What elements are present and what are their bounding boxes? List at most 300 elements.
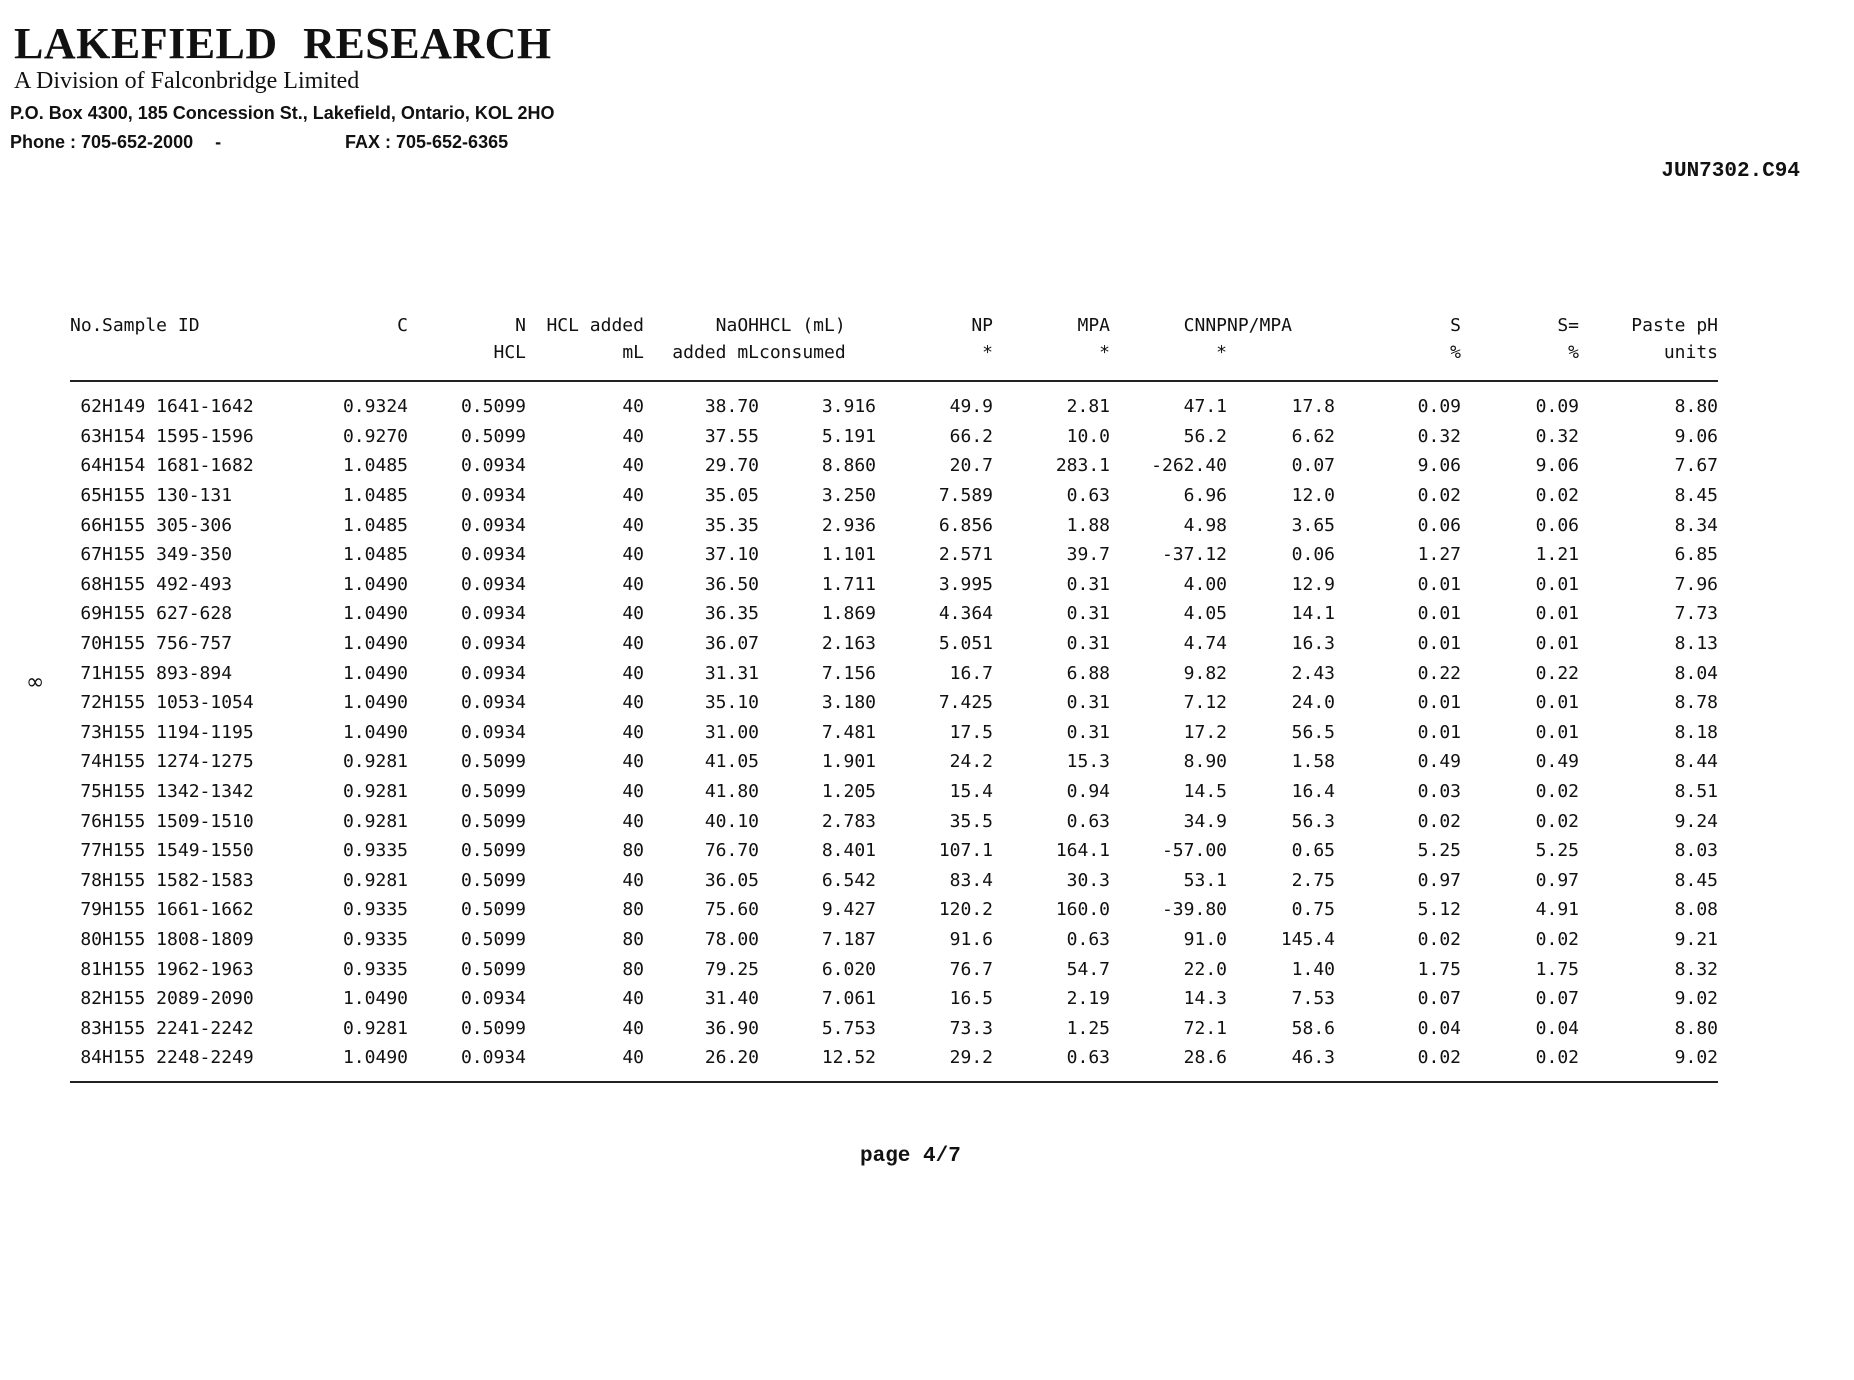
column-subheader: % xyxy=(1461,340,1579,381)
table-cell: 8.78 xyxy=(1674,692,1718,714)
table-cell: 0.01 xyxy=(1417,603,1461,625)
table-cell: 1.0490 xyxy=(342,662,408,684)
table-cell: 0.0934 xyxy=(460,662,526,684)
table-row xyxy=(70,422,1718,452)
table-cell: 0.32 xyxy=(1535,425,1579,447)
table-cell: 12.9 xyxy=(1291,573,1335,595)
company-fax: FAX : 705-652-6365 xyxy=(345,132,509,152)
table-cell: 41.80 xyxy=(704,781,759,803)
document-id: JUN7302.C94 xyxy=(1661,160,1800,183)
table-cell: 91.0 xyxy=(1183,928,1227,950)
table-cell: 70 xyxy=(80,633,102,655)
table-cell: 0.0934 xyxy=(460,544,526,566)
table-cell: 1.0490 xyxy=(342,988,408,1010)
table-cell: 80 xyxy=(622,840,644,862)
table-row xyxy=(70,1043,1718,1082)
table-row xyxy=(70,1013,1718,1043)
table-cell: 62 xyxy=(80,396,102,418)
table-cell: 24.2 xyxy=(949,751,993,773)
table-cell: H155 1661-1662 xyxy=(102,899,254,921)
table-cell: 2.81 xyxy=(1066,396,1110,418)
table-cell: 0.07 xyxy=(1291,455,1335,477)
table-cell: 6.62 xyxy=(1291,425,1335,447)
table-cell: 17.5 xyxy=(949,721,993,743)
table-cell: 47.1 xyxy=(1183,396,1227,418)
table-cell: 0.9335 xyxy=(342,958,408,980)
table-cell: 2.75 xyxy=(1291,869,1335,891)
phone-number: Phone : 705-652-2000 xyxy=(10,132,194,152)
page-number: page 4/7 xyxy=(860,1145,961,1168)
table-cell: 8.13 xyxy=(1674,633,1718,655)
table-cell: 1.0485 xyxy=(342,544,408,566)
margin-mark: ∞ xyxy=(26,670,45,695)
table-cell: 0.31 xyxy=(1066,692,1110,714)
table-cell: 9.06 xyxy=(1417,455,1461,477)
table-cell: 40 xyxy=(526,1043,644,1082)
table-cell: 6.85 xyxy=(1674,544,1718,566)
table-cell: 76.7 xyxy=(949,958,993,980)
table-cell: 66 xyxy=(80,514,102,536)
results-table xyxy=(70,310,1718,1083)
table-cell: 7.187 xyxy=(821,928,876,950)
table-cell: 0.63 xyxy=(1066,810,1110,832)
column-header: S xyxy=(1450,314,1461,336)
table-cell: 1.0490 xyxy=(342,692,408,714)
table-cell: 36.35 xyxy=(704,603,759,625)
table-row xyxy=(70,836,1718,866)
table-cell: 0.31 xyxy=(1066,603,1110,625)
table-cell: 40.10 xyxy=(704,810,759,832)
table-cell: 8.32 xyxy=(1674,958,1718,980)
table-cell: 0.01 xyxy=(1417,721,1461,743)
table-cell: 34.9 xyxy=(1183,810,1227,832)
table-cell: 83.4 xyxy=(949,869,993,891)
table-cell: 2.43 xyxy=(1291,662,1335,684)
table-cell: 16.4 xyxy=(1291,781,1335,803)
table-cell: 4.00 xyxy=(1183,573,1227,595)
table-cell: 6.856 xyxy=(938,514,993,536)
table-cell: 10.0 xyxy=(1066,425,1110,447)
table-cell: 40 xyxy=(622,455,644,477)
table-cell: 64 xyxy=(80,455,102,477)
table-cell: H149 1641-1642 xyxy=(102,396,254,418)
column-subheader: added mL xyxy=(644,340,759,381)
table-cell: 15.3 xyxy=(1066,751,1110,773)
table-row xyxy=(70,629,1718,659)
table-cell: 12.0 xyxy=(1291,485,1335,507)
table-cell: 0.01 xyxy=(1417,692,1461,714)
table-cell: 31.40 xyxy=(704,988,759,1010)
table-cell: 0.0934 xyxy=(460,603,526,625)
table-cell: 1.25 xyxy=(1066,1017,1110,1039)
column-subheader: % xyxy=(1335,340,1461,381)
table-cell: 40 xyxy=(622,781,644,803)
column-header: C xyxy=(397,314,408,336)
column-header: No. xyxy=(70,314,103,336)
table-cell: -39.80 xyxy=(1161,899,1227,921)
table-cell: H154 1681-1682 xyxy=(102,455,254,477)
table-row xyxy=(70,570,1718,600)
table-cell: 8.34 xyxy=(1674,514,1718,536)
table-cell: 75.60 xyxy=(704,899,759,921)
table-cell: 9.02 xyxy=(1674,988,1718,1010)
table-cell: 8.80 xyxy=(1674,396,1718,418)
table-cell: 3.916 xyxy=(821,396,876,418)
table-cell: 12.52 xyxy=(759,1043,876,1082)
table-row xyxy=(70,777,1718,807)
table-cell: 2.163 xyxy=(821,633,876,655)
table-cell: 3.65 xyxy=(1291,514,1335,536)
table-cell: 1.0490 xyxy=(342,603,408,625)
table-cell: 0.22 xyxy=(1535,662,1579,684)
table-cell: 0.5099 xyxy=(460,899,526,921)
table-cell: H155 1194-1195 xyxy=(102,721,254,743)
table-cell: 8.80 xyxy=(1674,1017,1718,1039)
table-cell: 0.9335 xyxy=(342,840,408,862)
table-cell: 7.589 xyxy=(938,485,993,507)
table-row xyxy=(70,806,1718,836)
table-cell: 36.05 xyxy=(704,869,759,891)
table-cell: 5.12 xyxy=(1417,899,1461,921)
table-cell: 0.5099 xyxy=(460,751,526,773)
table-cell: 0.02 xyxy=(1461,1043,1579,1082)
table-cell: 71 xyxy=(80,662,102,684)
table-cell: 17.8 xyxy=(1291,396,1335,418)
table-cell: H155 756-757 xyxy=(102,633,233,655)
table-cell: 39.7 xyxy=(1066,544,1110,566)
table-cell: 0.63 xyxy=(1066,485,1110,507)
table-cell: H155 1342-1342 xyxy=(102,781,254,803)
table-cell: 41.05 xyxy=(704,751,759,773)
table-cell: H155 1053-1054 xyxy=(102,692,254,714)
column-subheader xyxy=(102,340,312,381)
table-cell: 1.40 xyxy=(1291,958,1335,980)
table-cell: 65 xyxy=(80,485,102,507)
table-cell: 63 xyxy=(80,425,102,447)
table-cell: 14.5 xyxy=(1183,781,1227,803)
table-cell: 5.051 xyxy=(938,633,993,655)
table-cell: 0.07 xyxy=(1417,988,1461,1010)
table-row xyxy=(70,510,1718,540)
contact-separator: - xyxy=(215,132,222,152)
table-cell: 8.03 xyxy=(1674,840,1718,862)
table-cell: H155 305-306 xyxy=(102,514,233,536)
table-cell: 0.02 xyxy=(1535,781,1579,803)
table-cell: 7.481 xyxy=(821,721,876,743)
table-cell: 8.860 xyxy=(821,455,876,477)
column-header: HCL (mL) xyxy=(759,314,846,336)
table-cell: H155 2248-2249 xyxy=(102,1043,312,1082)
table-cell: 36.50 xyxy=(704,573,759,595)
column-header: MPA xyxy=(1077,314,1110,336)
table-cell: 0.5099 xyxy=(460,396,526,418)
table-cell: -262.40 xyxy=(1151,455,1227,477)
table-cell: 40 xyxy=(622,988,644,1010)
column-header: HCL added xyxy=(546,314,644,336)
table-cell: 0.97 xyxy=(1535,869,1579,891)
table-cell: 81 xyxy=(80,958,102,980)
table-cell: 40 xyxy=(622,573,644,595)
column-subheader: mL xyxy=(526,340,644,381)
table-cell: 9.21 xyxy=(1674,928,1718,950)
table-cell: 0.5099 xyxy=(460,928,526,950)
table-cell: 8.18 xyxy=(1674,721,1718,743)
table-cell: 7.53 xyxy=(1291,988,1335,1010)
table-cell: -57.00 xyxy=(1161,840,1227,862)
table-row xyxy=(70,540,1718,570)
table-cell: 78.00 xyxy=(704,928,759,950)
table-cell: 38.70 xyxy=(704,396,759,418)
table-cell: 4.364 xyxy=(938,603,993,625)
table-cell: 0.09 xyxy=(1535,396,1579,418)
table-cell: 0.94 xyxy=(1066,781,1110,803)
table-cell: 6.020 xyxy=(821,958,876,980)
table-cell: 1.901 xyxy=(821,751,876,773)
table-cell: 1.0490 xyxy=(342,633,408,655)
table-cell: 29.70 xyxy=(704,455,759,477)
table-cell: 46.3 xyxy=(1227,1043,1335,1082)
table-cell: 20.7 xyxy=(949,455,993,477)
table-cell: 1.21 xyxy=(1535,544,1579,566)
table-cell: 16.3 xyxy=(1291,633,1335,655)
table-cell: 75 xyxy=(80,781,102,803)
table-cell: 56.5 xyxy=(1291,721,1335,743)
table-cell: 1.101 xyxy=(821,544,876,566)
table-cell: 4.91 xyxy=(1535,899,1579,921)
column-header: Paste pH xyxy=(1631,314,1718,336)
table-cell: 0.02 xyxy=(1417,810,1461,832)
table-cell: 40 xyxy=(622,869,644,891)
table-cell: 79.25 xyxy=(704,958,759,980)
table-cell: 0.02 xyxy=(1417,485,1461,507)
table-cell: 8.44 xyxy=(1674,751,1718,773)
table-cell: H155 1962-1963 xyxy=(102,958,254,980)
table-cell: 0.5099 xyxy=(460,810,526,832)
table-cell: 0.06 xyxy=(1535,514,1579,536)
table-cell: 0.0934 xyxy=(460,721,526,743)
table-cell: 8.90 xyxy=(1183,751,1227,773)
table-cell: H155 130-131 xyxy=(102,485,233,507)
table-cell: 56.3 xyxy=(1291,810,1335,832)
table-cell: 0.49 xyxy=(1417,751,1461,773)
table-cell: 24.0 xyxy=(1291,692,1335,714)
table-cell: 40 xyxy=(622,425,644,447)
table-cell: 36.90 xyxy=(704,1017,759,1039)
company-name: LAKEFIELD RESEARCH xyxy=(14,19,552,68)
table-cell: 0.0934 xyxy=(460,633,526,655)
table-cell: 9.06 xyxy=(1674,425,1718,447)
table-cell: 5.25 xyxy=(1535,840,1579,862)
table-cell: 164.1 xyxy=(1055,840,1110,862)
table-cell: 9.24 xyxy=(1674,810,1718,832)
table-cell: H155 2089-2090 xyxy=(102,988,254,1010)
table-cell: 0.5099 xyxy=(460,781,526,803)
table-cell: 0.63 xyxy=(993,1043,1110,1082)
column-subheader: * xyxy=(876,340,993,381)
table-cell: 1.0485 xyxy=(342,455,408,477)
table-cell: 29.2 xyxy=(876,1043,993,1082)
table-cell: 7.12 xyxy=(1183,692,1227,714)
table-cell: 16.7 xyxy=(949,662,993,684)
table-row xyxy=(70,451,1718,481)
table-row xyxy=(70,954,1718,984)
table-cell: 22.0 xyxy=(1183,958,1227,980)
table-cell: 7.061 xyxy=(821,988,876,1010)
table-cell: 14.1 xyxy=(1291,603,1335,625)
company-phone xyxy=(10,132,243,153)
table-cell: 1.75 xyxy=(1535,958,1579,980)
table-cell: 0.01 xyxy=(1535,603,1579,625)
table-cell: 0.22 xyxy=(1417,662,1461,684)
table-cell: 49.9 xyxy=(949,396,993,418)
table-cell: 2.783 xyxy=(821,810,876,832)
table-cell: 283.1 xyxy=(1055,455,1110,477)
table-cell: 0.02 xyxy=(1535,928,1579,950)
table-cell: 0.75 xyxy=(1291,899,1335,921)
table-cell: 40 xyxy=(622,633,644,655)
table-cell: H154 1595-1596 xyxy=(102,425,254,447)
table-cell: 0.9281 xyxy=(342,1017,408,1039)
table-cell: 5.191 xyxy=(821,425,876,447)
column-header: N xyxy=(515,314,526,336)
table-cell: 8.04 xyxy=(1674,662,1718,684)
table-cell: 4.98 xyxy=(1183,514,1227,536)
table-cell: 80 xyxy=(622,899,644,921)
table-row xyxy=(70,688,1718,718)
table-cell: 40 xyxy=(622,662,644,684)
table-cell: 8.51 xyxy=(1674,781,1718,803)
table-cell: 54.7 xyxy=(1066,958,1110,980)
table-cell: H155 1549-1550 xyxy=(102,840,254,862)
table-cell: 0.9281 xyxy=(342,781,408,803)
table-cell: 0.03 xyxy=(1417,781,1461,803)
table-cell: 7.156 xyxy=(821,662,876,684)
column-subheader xyxy=(1227,340,1335,381)
table-cell: 77 xyxy=(80,840,102,862)
table-cell: H155 492-493 xyxy=(102,573,233,595)
table-cell: 0.02 xyxy=(1535,810,1579,832)
table-cell: 0.04 xyxy=(1417,1017,1461,1039)
table-cell: 40 xyxy=(622,396,644,418)
column-subheader: * xyxy=(1110,340,1227,381)
table-cell: 3.250 xyxy=(821,485,876,507)
column-header: S= xyxy=(1557,314,1579,336)
table-cell: 0.0934 xyxy=(460,514,526,536)
table-cell: 80 xyxy=(80,928,102,950)
table-cell: 9.06 xyxy=(1535,455,1579,477)
table-row xyxy=(70,984,1718,1014)
table-cell: 0.5099 xyxy=(460,1017,526,1039)
table-cell: 8.45 xyxy=(1674,485,1718,507)
table-cell: 5.25 xyxy=(1417,840,1461,862)
table-cell: 0.9335 xyxy=(342,928,408,950)
table-cell: 7.425 xyxy=(938,692,993,714)
table-cell: 0.04 xyxy=(1535,1017,1579,1039)
table-cell: 28.6 xyxy=(1110,1043,1227,1082)
table-cell: 16.5 xyxy=(949,988,993,1010)
table-cell: 0.31 xyxy=(1066,633,1110,655)
table-cell: 83 xyxy=(80,1017,102,1039)
table-cell: 40 xyxy=(622,603,644,625)
table-cell: 0.5099 xyxy=(460,958,526,980)
table-cell: 0.0934 xyxy=(408,1043,526,1082)
table-cell: 0.97 xyxy=(1417,869,1461,891)
table-row xyxy=(70,599,1718,629)
table-cell: H155 1274-1275 xyxy=(102,751,254,773)
table-cell: 0.5099 xyxy=(460,869,526,891)
table-cell: 5.753 xyxy=(821,1017,876,1039)
table-cell: 6.88 xyxy=(1066,662,1110,684)
table-cell: 67 xyxy=(80,544,102,566)
table-cell: 6.542 xyxy=(821,869,876,891)
table-cell: 1.205 xyxy=(821,781,876,803)
table-cell: 0.9281 xyxy=(342,810,408,832)
table-cell: 0.07 xyxy=(1535,988,1579,1010)
table-row xyxy=(70,381,1718,422)
table-cell: 0.01 xyxy=(1417,633,1461,655)
table-cell: 76.70 xyxy=(704,840,759,862)
table-cell: 66.2 xyxy=(949,425,993,447)
table-cell: -37.12 xyxy=(1161,544,1227,566)
column-header: NP/MPA xyxy=(1227,314,1293,336)
table-cell: 8.08 xyxy=(1674,899,1718,921)
table-cell: 40 xyxy=(622,810,644,832)
company-division: A Division of Falconbridge Limited xyxy=(14,68,360,94)
column-subheader: * xyxy=(993,340,1110,381)
table-cell: 120.2 xyxy=(938,899,993,921)
table-cell: H155 349-350 xyxy=(102,544,233,566)
table-cell: 0.02 xyxy=(1417,928,1461,950)
table-cell: 2.19 xyxy=(1066,988,1110,1010)
table-cell: 4.05 xyxy=(1183,603,1227,625)
table-cell: 0.65 xyxy=(1291,840,1335,862)
table-cell: 160.0 xyxy=(1055,899,1110,921)
table-cell: 40 xyxy=(622,485,644,507)
table-cell: 0.09 xyxy=(1417,396,1461,418)
table-row xyxy=(70,895,1718,925)
table-body xyxy=(70,381,1718,1082)
table-cell: 79 xyxy=(80,899,102,921)
table-cell: 73 xyxy=(80,721,102,743)
table-cell: 36.07 xyxy=(704,633,759,655)
table-header xyxy=(70,310,1718,381)
table-cell: 8.401 xyxy=(821,840,876,862)
table-cell: 7.67 xyxy=(1674,455,1718,477)
table-cell: H155 893-894 xyxy=(102,662,233,684)
table-cell: 0.9335 xyxy=(342,899,408,921)
table-cell: 58.6 xyxy=(1291,1017,1335,1039)
table-cell: 68 xyxy=(80,573,102,595)
table-cell: 35.35 xyxy=(704,514,759,536)
column-subheader: units xyxy=(1579,340,1718,381)
table-cell: 40 xyxy=(622,751,644,773)
table-cell: 2.936 xyxy=(821,514,876,536)
column-header: NP xyxy=(971,314,993,336)
table-cell: 0.01 xyxy=(1417,573,1461,595)
table-cell: 73.3 xyxy=(949,1017,993,1039)
table-cell: 53.1 xyxy=(1183,869,1227,891)
table-cell: 1.869 xyxy=(821,603,876,625)
table-cell: 0.0934 xyxy=(460,485,526,507)
table-cell: 0.49 xyxy=(1535,751,1579,773)
table-cell: 37.55 xyxy=(704,425,759,447)
company-address: P.O. Box 4300, 185 Concession St., Lakefield, Ontario, KOL 2HO xyxy=(10,103,555,123)
table-cell: 1.27 xyxy=(1417,544,1461,566)
table-cell: 56.2 xyxy=(1183,425,1227,447)
table-cell: 107.1 xyxy=(938,840,993,862)
column-subheader: HCL xyxy=(408,340,526,381)
table-cell: 3.180 xyxy=(821,692,876,714)
